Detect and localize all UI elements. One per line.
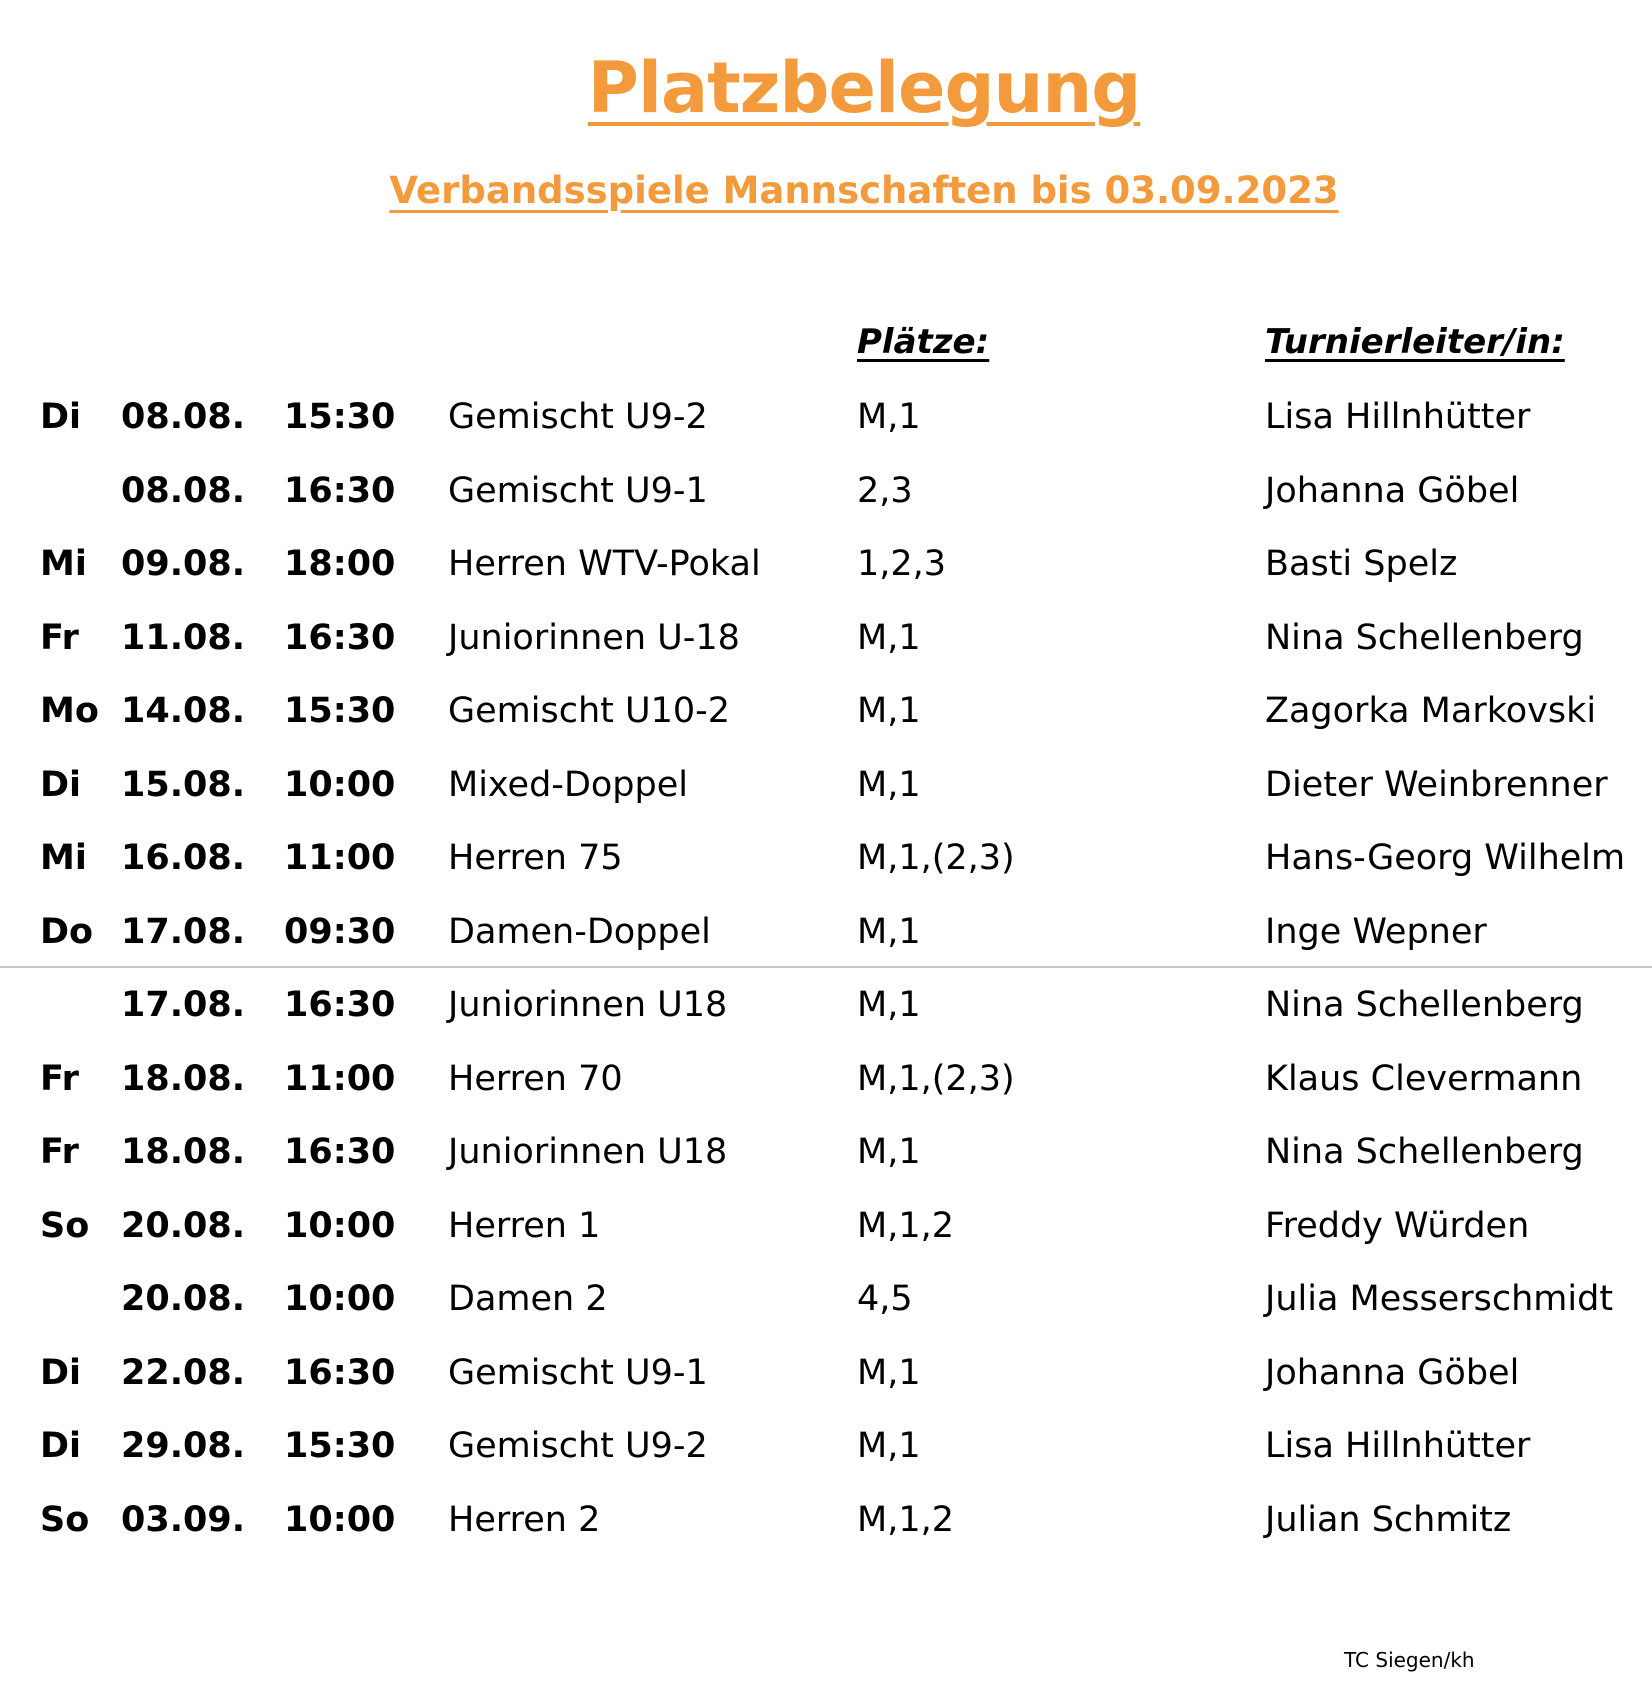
cell-time: 10:00 <box>284 1279 396 1319</box>
column-header-places: Plätze: <box>857 322 990 362</box>
cell-leader: Zagorka Markovski <box>1265 691 1597 731</box>
cell-time: 10:00 <box>284 1499 396 1540</box>
cell-date: 18.08. <box>121 1058 246 1099</box>
table-row <box>0 391 1652 465</box>
cell-day: Fr <box>40 1058 79 1099</box>
cell-team: Gemischt U9-2 <box>448 397 708 437</box>
cell-leader: Hans-Georg Wilhelm <box>1265 838 1626 878</box>
table-row <box>0 1053 1652 1127</box>
cell-places: M,1 <box>857 764 921 805</box>
cell-day: Mi <box>40 544 87 584</box>
cell-team: Gemischt U9-2 <box>448 1426 708 1466</box>
cell-leader: Freddy Würden <box>1265 1205 1530 1246</box>
cell-places: M,1 <box>857 1352 921 1393</box>
column-header-leader: Turnierleiter/in: <box>1265 322 1565 362</box>
cell-date: 08.08. <box>121 397 246 437</box>
cell-time: 16:30 <box>284 1132 396 1172</box>
cell-leader: Dieter Weinbrenner <box>1265 764 1608 805</box>
cell-date: 17.08. <box>121 911 246 952</box>
cell-leader: Nina Schellenberg <box>1265 985 1584 1025</box>
cell-team: Juniorinnen U18 <box>448 1132 728 1172</box>
cell-team: Gemischt U9-1 <box>448 470 708 511</box>
cell-date: 18.08. <box>121 1132 246 1172</box>
cell-team: Herren 2 <box>448 1499 601 1540</box>
cell-places: M,1 <box>857 985 921 1025</box>
cell-team: Juniorinnen U18 <box>448 985 728 1025</box>
cell-time: 11:00 <box>284 838 396 878</box>
cell-leader: Lisa Hillnhütter <box>1265 1426 1531 1466</box>
cell-team: Gemischt U10-2 <box>448 691 731 731</box>
cell-team: Juniorinnen U-18 <box>448 617 740 658</box>
cell-leader: Klaus Clevermann <box>1265 1058 1583 1099</box>
cell-time: 16:30 <box>284 985 396 1025</box>
cell-leader: Nina Schellenberg <box>1265 1132 1584 1172</box>
cell-places: 2,3 <box>857 470 913 511</box>
cell-date: 03.09. <box>121 1499 246 1540</box>
cell-date: 20.08. <box>121 1279 246 1319</box>
cell-day: Fr <box>40 617 79 658</box>
cell-team: Mixed-Doppel <box>448 764 688 805</box>
cell-leader: Johanna Göbel <box>1265 1352 1520 1393</box>
table-row <box>0 759 1652 833</box>
cell-leader: Lisa Hillnhütter <box>1265 397 1531 437</box>
cell-places: 1,2,3 <box>857 544 947 584</box>
cell-date: 22.08. <box>121 1352 246 1393</box>
cell-day: Mo <box>40 691 99 731</box>
cell-time: 15:30 <box>284 691 396 731</box>
footer-credit: TC Siegen/kh <box>1344 1648 1475 1672</box>
cell-day: So <box>40 1499 90 1540</box>
cell-places: 4,5 <box>857 1279 913 1319</box>
cell-time: 10:00 <box>284 1205 396 1246</box>
cell-places: M,1 <box>857 691 921 731</box>
cell-day: Do <box>40 911 94 952</box>
cell-day: Di <box>40 1352 82 1393</box>
table-row <box>0 538 1652 612</box>
cell-day: Di <box>40 764 82 805</box>
cell-team: Herren WTV-Pokal <box>448 544 761 584</box>
cell-team: Herren 70 <box>448 1058 623 1099</box>
cell-leader: Julian Schmitz <box>1265 1499 1512 1540</box>
table-row <box>0 1273 1652 1347</box>
cell-date: 08.08. <box>121 470 246 511</box>
table-row <box>0 1494 1652 1568</box>
page-subtitle: Verbandsspiele Mannschaften bis 03.09.2023 <box>389 169 1339 212</box>
cell-date: 09.08. <box>121 544 246 584</box>
cell-places: M,1 <box>857 617 921 658</box>
table-row <box>0 1126 1652 1200</box>
cell-team: Damen-Doppel <box>448 911 711 952</box>
table-row <box>0 612 1652 686</box>
cell-date: 17.08. <box>121 985 246 1025</box>
cell-day: Di <box>40 1426 82 1466</box>
cell-day: Fr <box>40 1132 79 1172</box>
cell-leader: Julia Messerschmidt <box>1265 1279 1614 1319</box>
cell-time: 11:00 <box>284 1058 396 1099</box>
table-row <box>0 1347 1652 1421</box>
cell-day: Di <box>40 397 82 437</box>
cell-time: 15:30 <box>284 397 396 437</box>
cell-team: Herren 75 <box>448 838 623 878</box>
table-row <box>0 465 1652 539</box>
cell-team: Herren 1 <box>448 1205 601 1246</box>
cell-time: 15:30 <box>284 1426 396 1466</box>
cell-leader: Nina Schellenberg <box>1265 617 1584 658</box>
cell-date: 29.08. <box>121 1426 246 1466</box>
cell-team: Gemischt U9-1 <box>448 1352 708 1393</box>
table-row <box>0 1420 1652 1494</box>
cell-date: 15.08. <box>121 764 246 805</box>
cell-team: Damen 2 <box>448 1279 608 1319</box>
cell-leader: Johanna Göbel <box>1265 470 1520 511</box>
cell-time: 16:30 <box>284 617 396 658</box>
cell-leader: Basti Spelz <box>1265 544 1458 584</box>
cell-date: 20.08. <box>121 1205 246 1246</box>
cell-time: 09:30 <box>284 911 396 952</box>
page-divider <box>0 966 1652 968</box>
cell-places: M,1 <box>857 1426 921 1466</box>
cell-places: M,1,2 <box>857 1205 954 1246</box>
cell-day: Mi <box>40 838 87 878</box>
cell-places: M,1 <box>857 911 921 952</box>
page-title: Platzbelegung <box>587 47 1141 129</box>
cell-places: M,1 <box>857 397 921 437</box>
schedule-table <box>0 391 1652 1567</box>
cell-date: 16.08. <box>121 838 246 878</box>
cell-time: 16:30 <box>284 470 396 511</box>
cell-places: M,1,2 <box>857 1499 954 1540</box>
table-row <box>0 979 1652 1053</box>
cell-time: 18:00 <box>284 544 396 584</box>
cell-date: 14.08. <box>121 691 246 731</box>
cell-places: M,1,(2,3) <box>857 838 1015 878</box>
cell-places: M,1 <box>857 1132 921 1172</box>
cell-places: M,1,(2,3) <box>857 1058 1015 1099</box>
cell-time: 16:30 <box>284 1352 396 1393</box>
table-row <box>0 1200 1652 1274</box>
table-row <box>0 685 1652 759</box>
table-row <box>0 832 1652 906</box>
cell-time: 10:00 <box>284 764 396 805</box>
cell-day: So <box>40 1205 90 1246</box>
cell-date: 11.08. <box>121 617 246 658</box>
cell-leader: Inge Wepner <box>1265 911 1487 952</box>
